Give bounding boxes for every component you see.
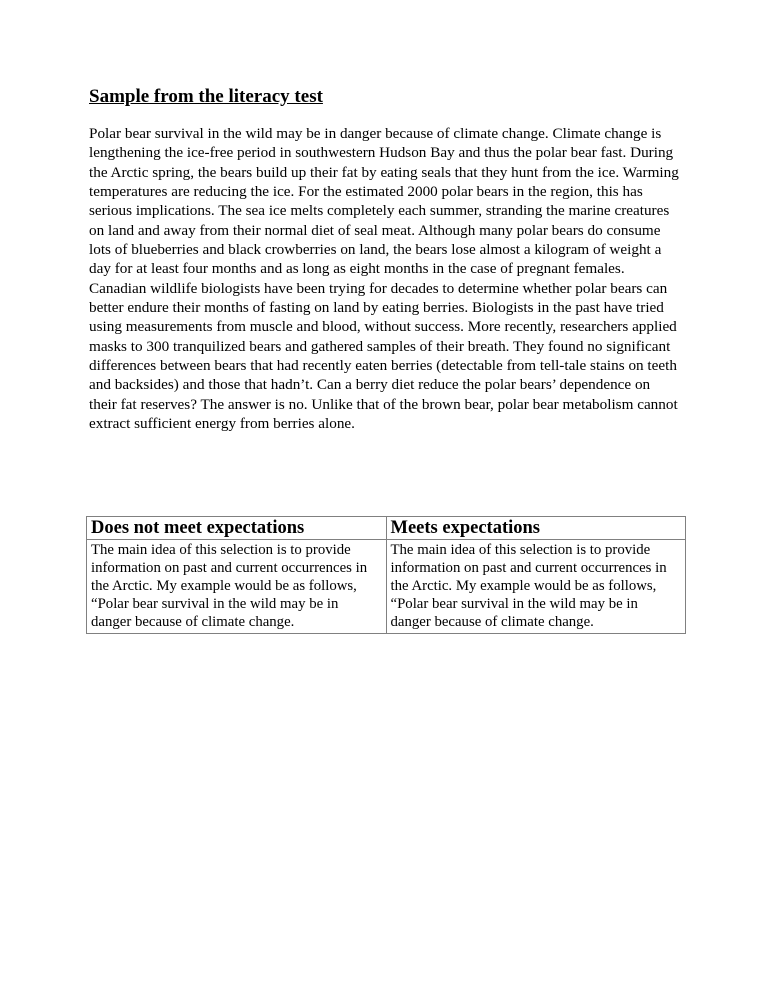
cell-line: danger because of climate change. [91, 614, 295, 630]
paragraph-line: better endure their months of fasting on land by eating berries. Biologists in the past have tried [89, 299, 664, 317]
cell-line: “Polar bear survival in the wild may be in [91, 596, 339, 612]
paragraph-line: lengthening the ice-free period in southwestern Hudson Bay and thus the polar bear fast. During [89, 144, 674, 162]
paragraph-line: the Arctic spring, the bears build up their fat by eating seals that they hunt from the ice. Warming [89, 163, 679, 181]
passage-paragraph [89, 124, 679, 434]
header-does-not-meet: Does not meet expectations [87, 517, 387, 540]
rubric-table [86, 516, 686, 634]
paragraph-line: using measurements from muscle and blood, without success. More recently, researchers applied [89, 318, 677, 336]
cell-meets [386, 540, 686, 634]
cell-line: the Arctic. My example would be as follows, [91, 578, 357, 594]
paragraph-line: and backsides) and those that hadn’t. Can a berry diet reduce the polar bears’ dependence on [89, 376, 651, 394]
paragraph-line: masks to 300 tranquilized bears and gathered samples of their breath. They found no significant [89, 337, 671, 355]
paragraph-line: Canadian wildlife biologists have been trying for decades to determine whether polar bears can [89, 279, 668, 297]
cell-line: the Arctic. My example would be as follows, [390, 578, 657, 594]
paragraph-line: temperatures are reducing the ice. For the estimated 2000 polar bears in the region, this has [89, 183, 643, 201]
cell-does-not-meet [87, 540, 387, 634]
paragraph-line: Polar bear survival in the wild may be in danger because of climate change. Climate change is [89, 125, 662, 142]
document-title: Sample from the literacy test [89, 86, 323, 107]
cell-line: The main idea of this selection is to provide [390, 542, 651, 558]
paragraph-line: serious implications. The sea ice melts completely each summer, stranding the marine creatures [89, 202, 670, 220]
paragraph-line: extract sufficient energy from berries alone. [89, 415, 355, 433]
paragraph-line: day for at least four months and as long as eight months in the case of pregnant females. [89, 260, 625, 278]
cell-line: “Polar bear survival in the wild may be in [390, 596, 638, 612]
cell-line: danger because of climate change. [390, 614, 594, 630]
paragraph-line: lots of blueberries and black crowberries on land, the bears lose almost a kilogram of weight a [89, 241, 662, 259]
cell-line: information on past and current occurrences in [91, 560, 368, 576]
cell-line: information on past and current occurrences in [390, 560, 667, 576]
paragraph-line: their fat reserves? The answer is no. Unlike that of the brown bear, polar bear metabolism cannot [89, 395, 678, 413]
paragraph-line: differences between bears that had recently eaten berries (detectable from tell-tale stains on teeth [89, 357, 677, 375]
cell-line: The main idea of this selection is to provide [91, 542, 351, 558]
header-meets: Meets expectations [386, 517, 686, 540]
paragraph-line: on land and away from their normal diet of seal meat. Although many polar bears do consume [89, 221, 661, 239]
